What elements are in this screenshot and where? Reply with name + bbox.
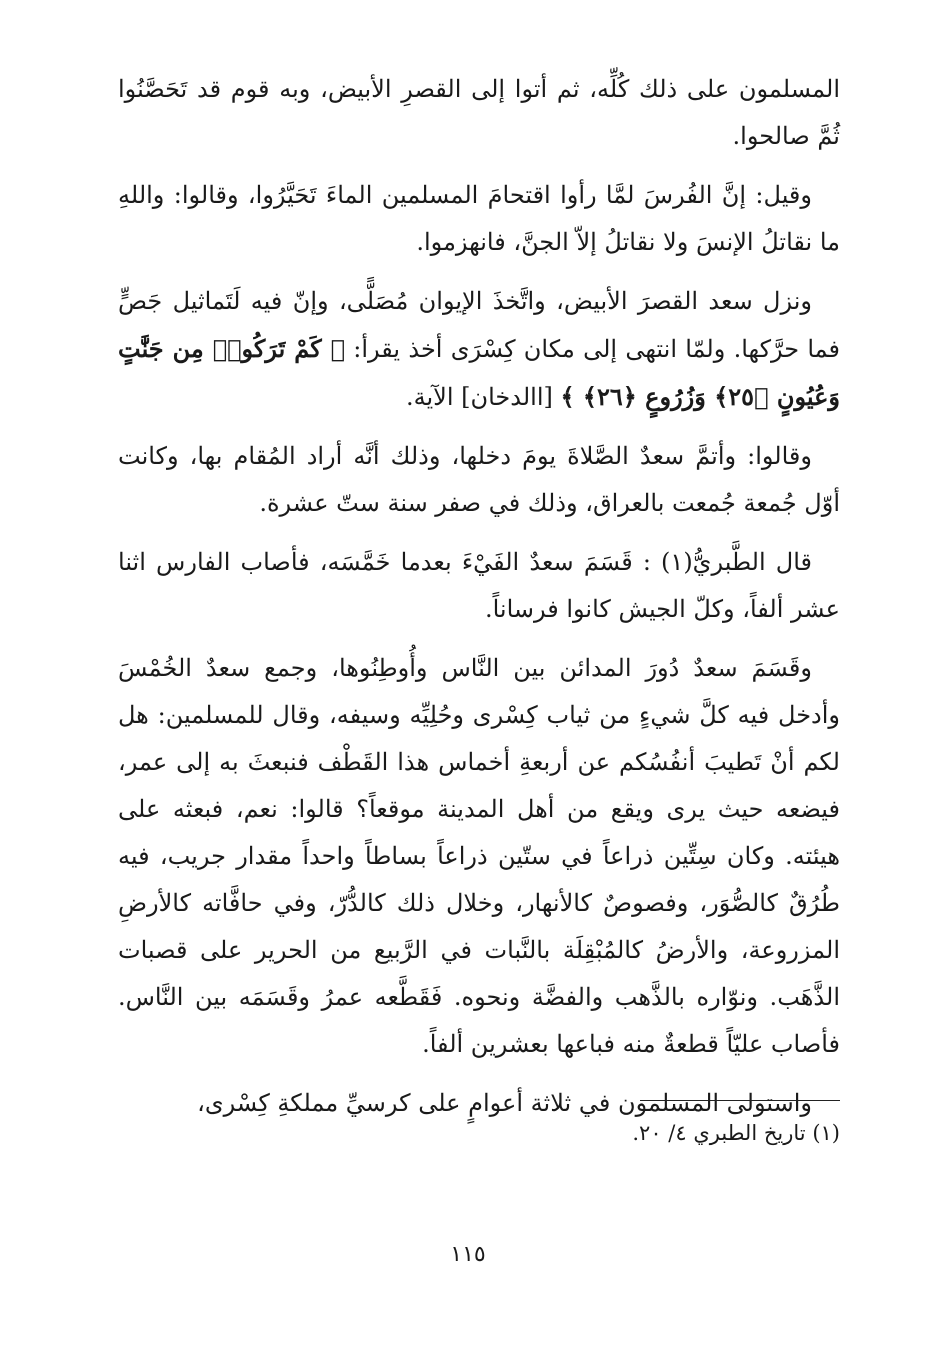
main-text: [118, 66, 840, 1139]
footnote-divider: [640, 1100, 840, 1101]
footnote-marker: (١): [812, 1121, 840, 1145]
footnote-text: تاريخ الطبري ٤/ ٢٠.: [632, 1121, 806, 1145]
paragraph-5: قال الطَّبريُّ(١) : قَسَمَ سعدٌ الفَيْءَ بعدما خَمَّسَه، فأصاب الفارس اثنا عشر ألفاً، وكلّ الجيش كانوا فرساناً.: [118, 548, 840, 623]
paragraph-2: وقيل: إنَّ الفُرسَ لمَّا رأوا اقتحامَ المسلمين الماءَ تَحَيَّرُوا، وقالوا: واللهِ ما نقاتلُ الإنسَ ولا نقاتلُ إلاّ الجنَّ، فانهزموا.: [118, 181, 840, 256]
paragraph-3-text: ونزل سعد القصرَ الأبيض، واتَّخذَ الإيوان مُصَلًّى، وإنّ فيه لَتَماثيل جَصٍّ فما حرَّكها. ولمّا انتهى إلى مكان كِسْرَى أخذ يقرأ:: [118, 287, 840, 363]
footnote: [118, 1116, 840, 1150]
page-number: ١١٥: [450, 1242, 486, 1267]
paragraph-1: المسلمون على ذلك كُلِّه، ثم أتوا إلى القصرِ الأبيض، وبه قوم قد تَحَصَّنُوا ثُمَّ صالحوا.: [118, 75, 840, 150]
paragraph-4: وقالوا: وأتمَّ سعدٌ الصَّلاةَ يومَ دخلها، وذلك أنَّه أراد المُقام بها، وكانت أوّل جُمعة جُمعت بالعراق، وذلك في صفر سنة ستّ عشرة.: [118, 442, 840, 517]
paragraph-7: واستولى المسلمون في ثلاثة أعوامٍ على كرسيِّ مملكةِ كِسْرى،: [197, 1089, 812, 1117]
verse-reference: [االدخان] الآية.: [405, 383, 553, 411]
paragraph-3: [118, 278, 840, 421]
quran-verse: ﴿ كَمْ تَرَكُوا۟ مِن جَنَّٰتٍ وَعُيُونٍ ﴿٢٥﴾ وَزُرُوعٍ ﴿٢٦﴾ ﴾: [118, 334, 840, 411]
paragraph-6: وقَسَمَ سعدٌ دُورَ المدائن بين النَّاس وأُوطِنُوها، وجمع سعدٌ الخُمْسَ وأدخل فيه كلَّ شيءٍ من ثياب كِسْرى وحُلِيِّه وسيفه، وقال للمسلمين: هل لكم أنْ تَطيبَ أنفُسُكم عن أربعةِ أخماس هذا القَطْف فنبعثَ به إلى عمر، فيضعه حيث يرى ويقع من أهل المدينة موقعاً؟ قالوا: نعم، فبعثه على هيئته. وكان سِتِّين ذراعاً في ستّين ذراعاً بساطاً واحداً مقدار جريب، فيه طُرُقٌ كالصُّوَر، وفصوصٌ كالأنهار، وخلال ذلك كالدُّرّ، وفي حافَّاته كالأرضِ المزروعة، والأرضُ كالمُبْقِلَة بالنَّبات في الرَّبيع من الحرير على قصبات الذَّهَب. ونوّاره بالذَّهب والفضَّة ونحوه. فَقَطَّعه عمرُ وقَسَمَه بين النَّاس. فأصاب عليّاً قطعةٌ منه فباعها بعشرين ألفاً.: [118, 654, 840, 1058]
